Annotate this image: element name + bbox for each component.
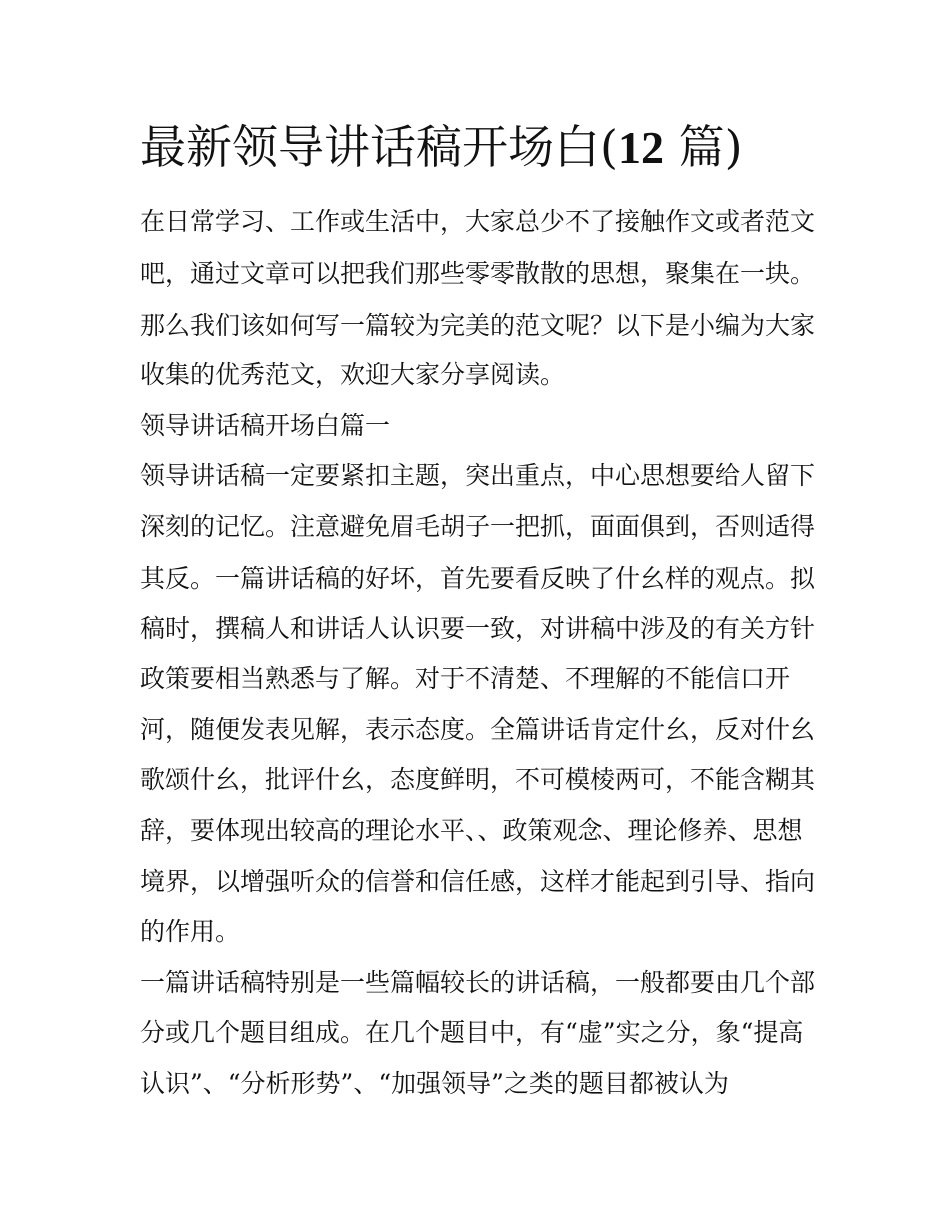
body-line-8: 辞，要体现出较高的理论水平、、政策观念、理论修养、思想 xyxy=(140,816,803,845)
body-line-4: 稿时，撰稿人和讲话人认识要一致，对讲稿中涉及的有关方针 xyxy=(140,614,816,643)
title-suffix: 篇) xyxy=(663,120,743,174)
intro-line-4: 收集的优秀范文，欢迎大家分享阅读。 xyxy=(140,360,566,389)
title-number: 12 xyxy=(617,122,664,173)
title-prefix: 最新领导讲话稿开场白( xyxy=(140,120,618,174)
body-line-6: 河，随便发表见解，表示态度。全篇讲话肯定什幺，反对什幺 xyxy=(140,715,816,744)
body-line-5: 政策要相当熟悉与了解。对于不清楚、不理解的不能信口开 xyxy=(140,664,791,693)
section-heading: 领导讲话稿开场白篇一 xyxy=(140,411,391,440)
intro-line-1: 在日常学习、工作或生活中，大家总少不了接触作文或者范文 xyxy=(140,207,816,236)
body-line-9: 境界，以增强听众的信誉和信任感，这样才能起到引导、指向 xyxy=(140,867,816,896)
body-line-11: 一篇讲话稿特别是一些篇幅较长的讲话稿，一般都要由几个部 xyxy=(140,968,816,997)
body-line-7: 歌颂什幺，批评什幺，态度鲜明，不可模棱两可，不能含糊其 xyxy=(140,765,816,794)
body-line-1: 领导讲话稿一定要紧扣主题，突出重点，中心思想要给人留下 xyxy=(140,461,816,490)
body-line-3: 其反。一篇讲话稿的好坏，首先要看反映了什幺样的观点。拟 xyxy=(140,564,816,593)
body-line-2: 深刻的记忆。注意避免眉毛胡子一把抓，面面俱到，否则适得 xyxy=(140,512,816,541)
intro-line-3: 那么我们该如何写一篇较为完美的范文呢？以下是小编为大家 xyxy=(140,311,816,340)
page-title xyxy=(140,116,840,179)
intro-line-2: 吧，通过文章可以把我们那些零零散散的思想，聚集在一块。 xyxy=(140,259,816,288)
body-line-13: 认识”、“分析形势”、“加强领导”之类的题目都被认为 xyxy=(140,1069,729,1098)
body-line-10: 的作用。 xyxy=(140,917,241,946)
body-line-12: 分或几个题目组成。在几个题目中，有“虚”实之分，象“提高 xyxy=(140,1018,804,1047)
